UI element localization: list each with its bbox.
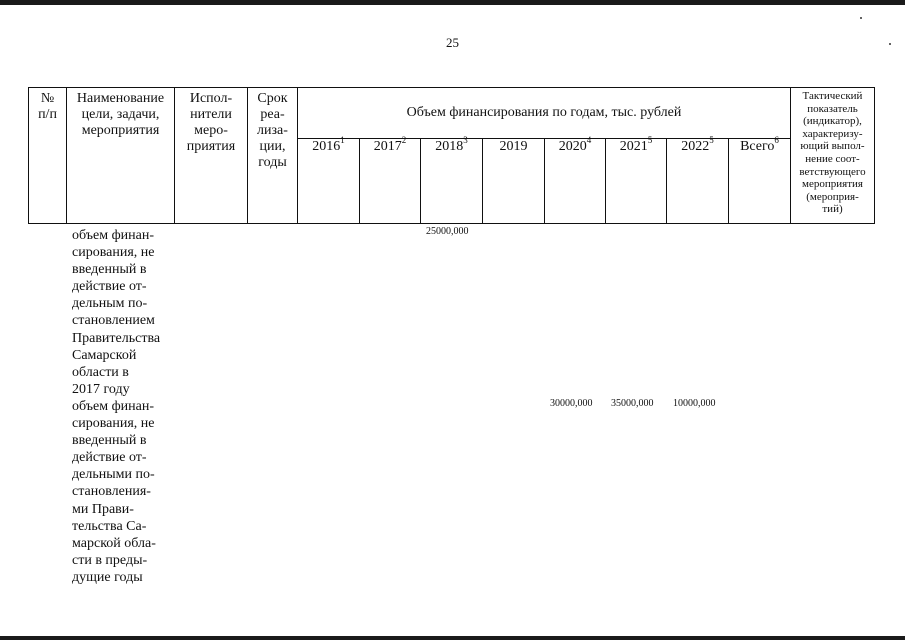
- header-term-line: лиза-: [257, 123, 288, 138]
- header-indicator-line: тий): [822, 203, 843, 216]
- scan-bottom-edge: [0, 636, 905, 640]
- year-header-2021: 2021$^5$: [606, 139, 667, 224]
- row-2-description: [72, 398, 182, 586]
- header-indicator-line: ющий выпол-: [800, 140, 865, 153]
- row-2-description-line: марской обла-: [72, 535, 156, 551]
- header-indicator-line: Тактический: [802, 90, 863, 102]
- row-2-description-line: действие от-: [72, 450, 147, 466]
- row-1-description-line: становлением: [72, 313, 155, 329]
- funding-title: Объем финансирования по годам, тыс. рублей: [298, 88, 791, 139]
- row-1-description-line: действие от-: [72, 279, 147, 295]
- header-name-cell: [67, 88, 175, 224]
- row-2-description-line: сти в преды-: [72, 552, 148, 568]
- year-header-2019: 2019: [483, 139, 545, 224]
- row-2-description-line: становления-: [72, 484, 151, 500]
- header-executors-line: Испол-: [189, 91, 233, 106]
- header-indicator-line: (мероприя-: [806, 190, 859, 203]
- row-2-description-line: дельными по-: [72, 467, 155, 483]
- scan-speck: [860, 17, 862, 19]
- header-indicator-line: характеризу-: [802, 127, 863, 140]
- row-1-description-line: области в: [72, 364, 129, 380]
- year-header-2016: 2016$^1$: [298, 139, 360, 224]
- header-term-line: годы: [258, 155, 287, 170]
- header-indicator-line: (индикатор),: [803, 115, 862, 128]
- row-2-description-line: введенный в: [72, 433, 147, 449]
- row-2-amount-2021: 35000,000: [611, 398, 654, 409]
- row-2-description-line: ми Прави-: [72, 501, 134, 517]
- header-executors-line: меро-: [194, 123, 228, 138]
- header-number-line: п/п: [38, 107, 57, 122]
- header-indicator-line: мероприятия: [802, 178, 863, 191]
- row-2-description-line: объем финан-: [72, 399, 155, 414]
- header-indicator-cell: [791, 88, 875, 224]
- header-name-line: Наименование: [76, 91, 165, 106]
- funding-table: [28, 87, 875, 224]
- header-term-line: ции,: [259, 139, 286, 154]
- row-1-description-line: введенный в: [72, 262, 147, 278]
- header-indicator-line: показатель: [807, 102, 858, 115]
- row-2-description-line: сирования, не: [72, 416, 155, 432]
- header-executors-line: нители: [190, 107, 232, 122]
- row-1-description-line: объем финан-: [72, 228, 155, 243]
- row-2-description-line: дущие годы: [72, 569, 143, 585]
- row-2-amount-2022: 10000,000: [673, 398, 716, 409]
- row-2-amount-2020: 30000,000: [550, 398, 593, 409]
- header-number-line: №: [40, 91, 55, 106]
- header-executors-line: приятия: [186, 139, 236, 154]
- row-1-description: [72, 227, 182, 398]
- header-name-line: цели, задачи,: [81, 107, 160, 122]
- row-1-description-line: сирования, не: [72, 245, 155, 261]
- row-1-description-line: Самарской: [72, 347, 137, 363]
- header-term-cell: [248, 88, 298, 224]
- row-2-description-line: тельства Са-: [72, 518, 147, 534]
- header-term-line: реа-: [260, 107, 285, 122]
- header-term-line: Срок: [257, 91, 288, 106]
- year-header-total: Всего$^6$: [729, 139, 791, 224]
- header-number-cell: [29, 88, 67, 224]
- row-1-amount-2018: 25000,000: [426, 226, 469, 237]
- header-indicator-line: нение соот-: [805, 152, 860, 165]
- year-header-2022: 2022$^5$: [667, 139, 729, 224]
- row-1-description-line: Правительства: [72, 330, 161, 346]
- scan-top-edge: [0, 0, 905, 5]
- header-indicator-line: ветствующего: [799, 165, 866, 178]
- page-number: 25: [446, 35, 459, 50]
- row-1-description-line: 2017 году: [72, 381, 130, 397]
- header-name-line: мероприятия: [81, 123, 160, 138]
- year-header-2018: 2018$^3$: [421, 139, 483, 224]
- year-header-2017: 2017$^2$: [360, 139, 421, 224]
- year-header-2020: 2020$^4$: [545, 139, 606, 224]
- header-executors-cell: [175, 88, 248, 224]
- row-1-description-line: дельным по-: [72, 296, 148, 312]
